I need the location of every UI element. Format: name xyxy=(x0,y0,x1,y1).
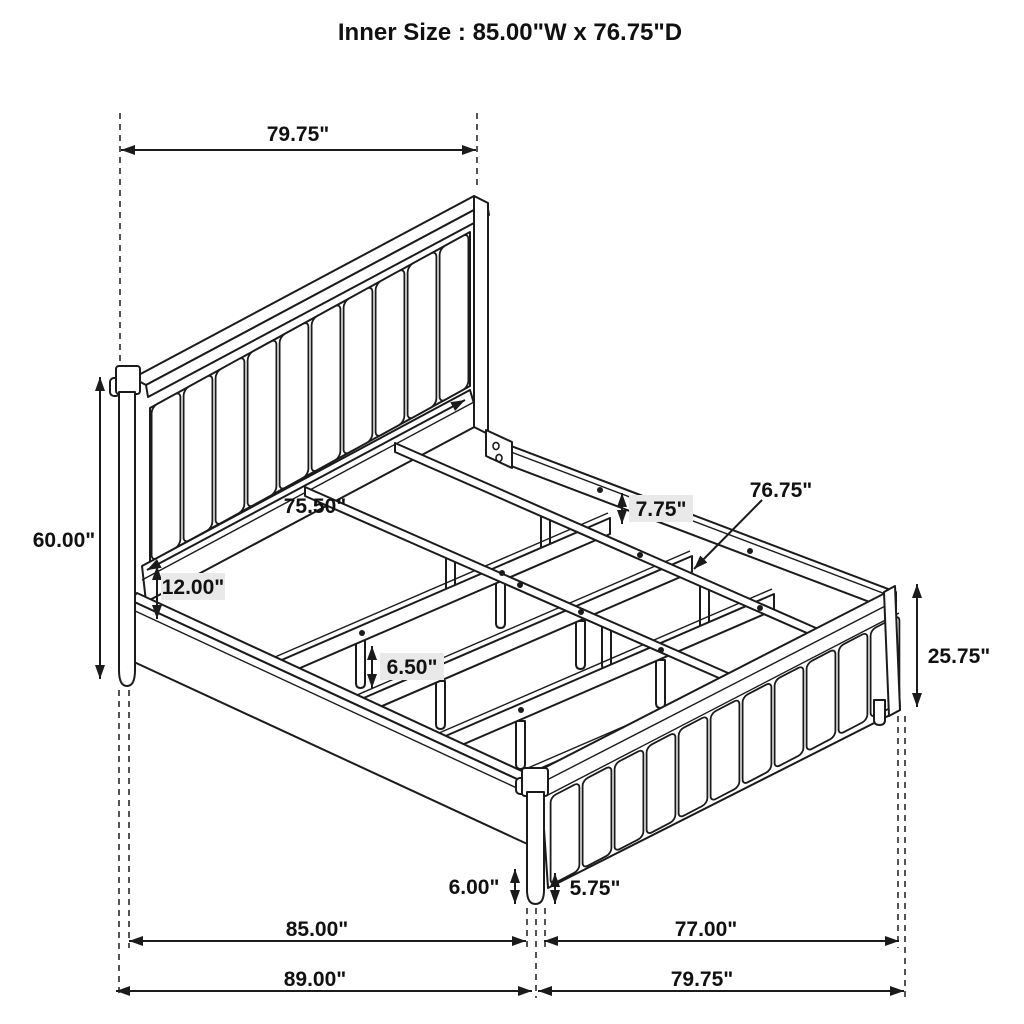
dim-headboard-width-label: 79.75" xyxy=(266,123,330,146)
channel xyxy=(152,391,181,561)
dim-headboard-width xyxy=(121,123,476,150)
channel xyxy=(775,665,804,768)
dim-slat-length-label: 76.75" xyxy=(749,479,813,502)
dim-base-width-label: 85.00" xyxy=(285,918,349,941)
headboard xyxy=(133,196,489,602)
support-leg xyxy=(656,660,665,708)
dim-footboard-leg-height xyxy=(449,869,515,904)
dim-base-width xyxy=(129,918,526,941)
dim-headboard-height-label: 60.00" xyxy=(32,529,96,552)
channel xyxy=(583,765,612,868)
dim-headboard-height xyxy=(33,377,100,679)
headboard-right-stile xyxy=(474,196,488,434)
support-leg xyxy=(436,681,445,729)
dim-footboard-width xyxy=(538,968,904,991)
screw-hole xyxy=(597,487,603,493)
dim-rail-to-slat xyxy=(622,493,693,524)
channel xyxy=(312,303,341,473)
dim-rail-to-slat-label: 7.75" xyxy=(635,498,687,521)
support-leg xyxy=(576,621,585,669)
screw-hole xyxy=(747,548,753,554)
dim-overall-width xyxy=(116,968,532,991)
channel xyxy=(743,682,772,785)
channel xyxy=(376,268,405,438)
channel xyxy=(679,715,708,818)
support-leg xyxy=(516,721,525,769)
channel xyxy=(216,356,245,526)
dim-footboard-side-leg-height-label: 5.75" xyxy=(569,877,621,900)
channel xyxy=(615,749,644,852)
channel xyxy=(280,321,309,491)
headboard-left-leg xyxy=(119,392,135,686)
dim-center-leg-height-label: 6.50" xyxy=(386,656,438,679)
channel xyxy=(440,233,469,403)
footboard-left-leg xyxy=(527,792,544,904)
support-leg xyxy=(356,640,365,688)
dim-deck-to-rail-label: 12.00" xyxy=(161,576,225,599)
channel xyxy=(711,699,740,802)
dim-footboard-leg-height-label: 6.00" xyxy=(448,876,500,899)
channel xyxy=(551,782,580,885)
channel xyxy=(344,286,373,456)
post-cap xyxy=(116,366,140,394)
dim-footboard-height xyxy=(917,584,990,707)
dim-headboard-inner-width-label: 75.50" xyxy=(283,495,347,518)
dim-footboard-inner-width-label: 77.00" xyxy=(674,918,738,941)
channel xyxy=(184,374,213,544)
channel xyxy=(839,632,868,735)
channel xyxy=(408,250,437,420)
support-leg xyxy=(496,580,505,628)
diagram-title: Inner Size : 85.00"W x 76.75"D xyxy=(337,19,683,46)
dim-footboard-height-label: 25.75" xyxy=(927,645,991,668)
support-leg xyxy=(602,626,611,670)
channel xyxy=(647,732,676,835)
channel xyxy=(248,338,277,508)
footboard-right-leg xyxy=(874,700,885,725)
dim-overall-width-label: 89.00" xyxy=(283,968,347,991)
dim-footboard-width-label: 79.75" xyxy=(670,968,734,991)
channel xyxy=(807,649,836,752)
dim-footboard-inner-width xyxy=(544,918,899,941)
